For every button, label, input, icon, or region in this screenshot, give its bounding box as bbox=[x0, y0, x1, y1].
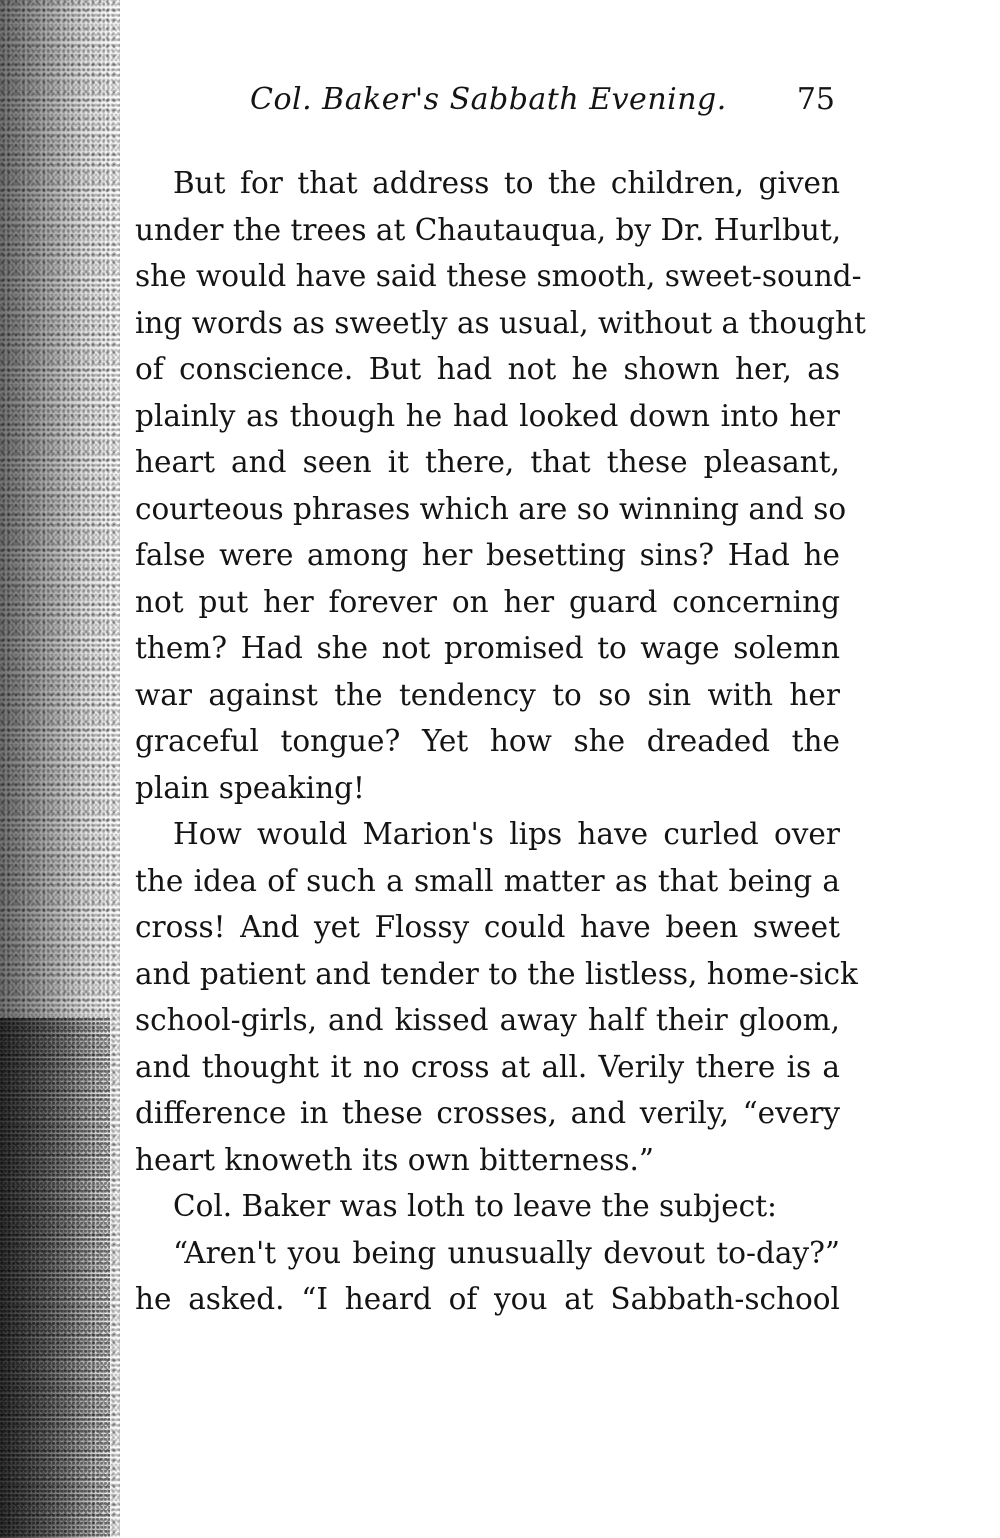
text-line: ing words as sweetly as usual, without a thought bbox=[135, 305, 866, 340]
text-line: war against the tendency to so sin with her bbox=[135, 677, 840, 712]
text-line: she would have said these smooth, sweet-sound- bbox=[135, 259, 862, 293]
scan-page-edge-shadow-lower bbox=[0, 1018, 110, 1538]
body-text bbox=[135, 160, 866, 1323]
text-line: under the trees at Chautauqua, by Dr. Hurlbut, bbox=[135, 212, 842, 247]
paragraph bbox=[135, 160, 866, 811]
text-line: he asked. “I heard of you at Sabbath-school bbox=[135, 1282, 840, 1316]
text-line: and thought it no cross at all. Verily there is a bbox=[135, 1049, 840, 1084]
text-line: school-girls, and kissed away half their gloom, bbox=[135, 1003, 840, 1037]
text-line: Col. Baker was loth to leave the subject: bbox=[173, 1189, 777, 1223]
text-line: false were among her besetting sins? Had he bbox=[135, 538, 840, 572]
text-line: courteous phrases which are so winning and so bbox=[135, 491, 847, 526]
text-line: But for that address to the children, given bbox=[173, 166, 840, 200]
running-title: Col. Baker's Sabbath Evening. bbox=[250, 82, 727, 117]
text-line: not put her forever on her guard concerning bbox=[135, 584, 840, 619]
text-line: and patient and tender to the listless, home-sick bbox=[135, 956, 858, 991]
text-line: graceful tongue? Yet how she dreaded the bbox=[135, 724, 840, 758]
text-line: How would Marion's lips have curled over bbox=[173, 817, 840, 851]
paragraph bbox=[135, 1230, 840, 1323]
paragraph bbox=[135, 1183, 840, 1230]
text-line: the idea of such a small matter as that being a bbox=[135, 863, 840, 898]
running-header bbox=[250, 82, 835, 122]
text-line: plainly as though he had looked down into her bbox=[135, 398, 840, 433]
text-line: them? Had she not promised to wage solemn bbox=[135, 631, 840, 665]
text-line: difference in these crosses, and verily, “every bbox=[135, 1096, 840, 1130]
text-line: heart and seen it there, that these pleasant, bbox=[135, 445, 840, 479]
text-line: cross! And yet Flossy could have been sweet bbox=[135, 910, 840, 944]
page-number: 75 bbox=[796, 82, 835, 117]
text-line: of conscience. But had not he shown her, as bbox=[135, 352, 840, 386]
paragraph bbox=[135, 811, 858, 1183]
text-line: plain speaking! bbox=[135, 770, 365, 805]
text-line: “Aren't you being unusually devout to-day?” bbox=[173, 1235, 840, 1270]
text-line: heart knoweth its own bitterness.” bbox=[135, 1142, 654, 1177]
